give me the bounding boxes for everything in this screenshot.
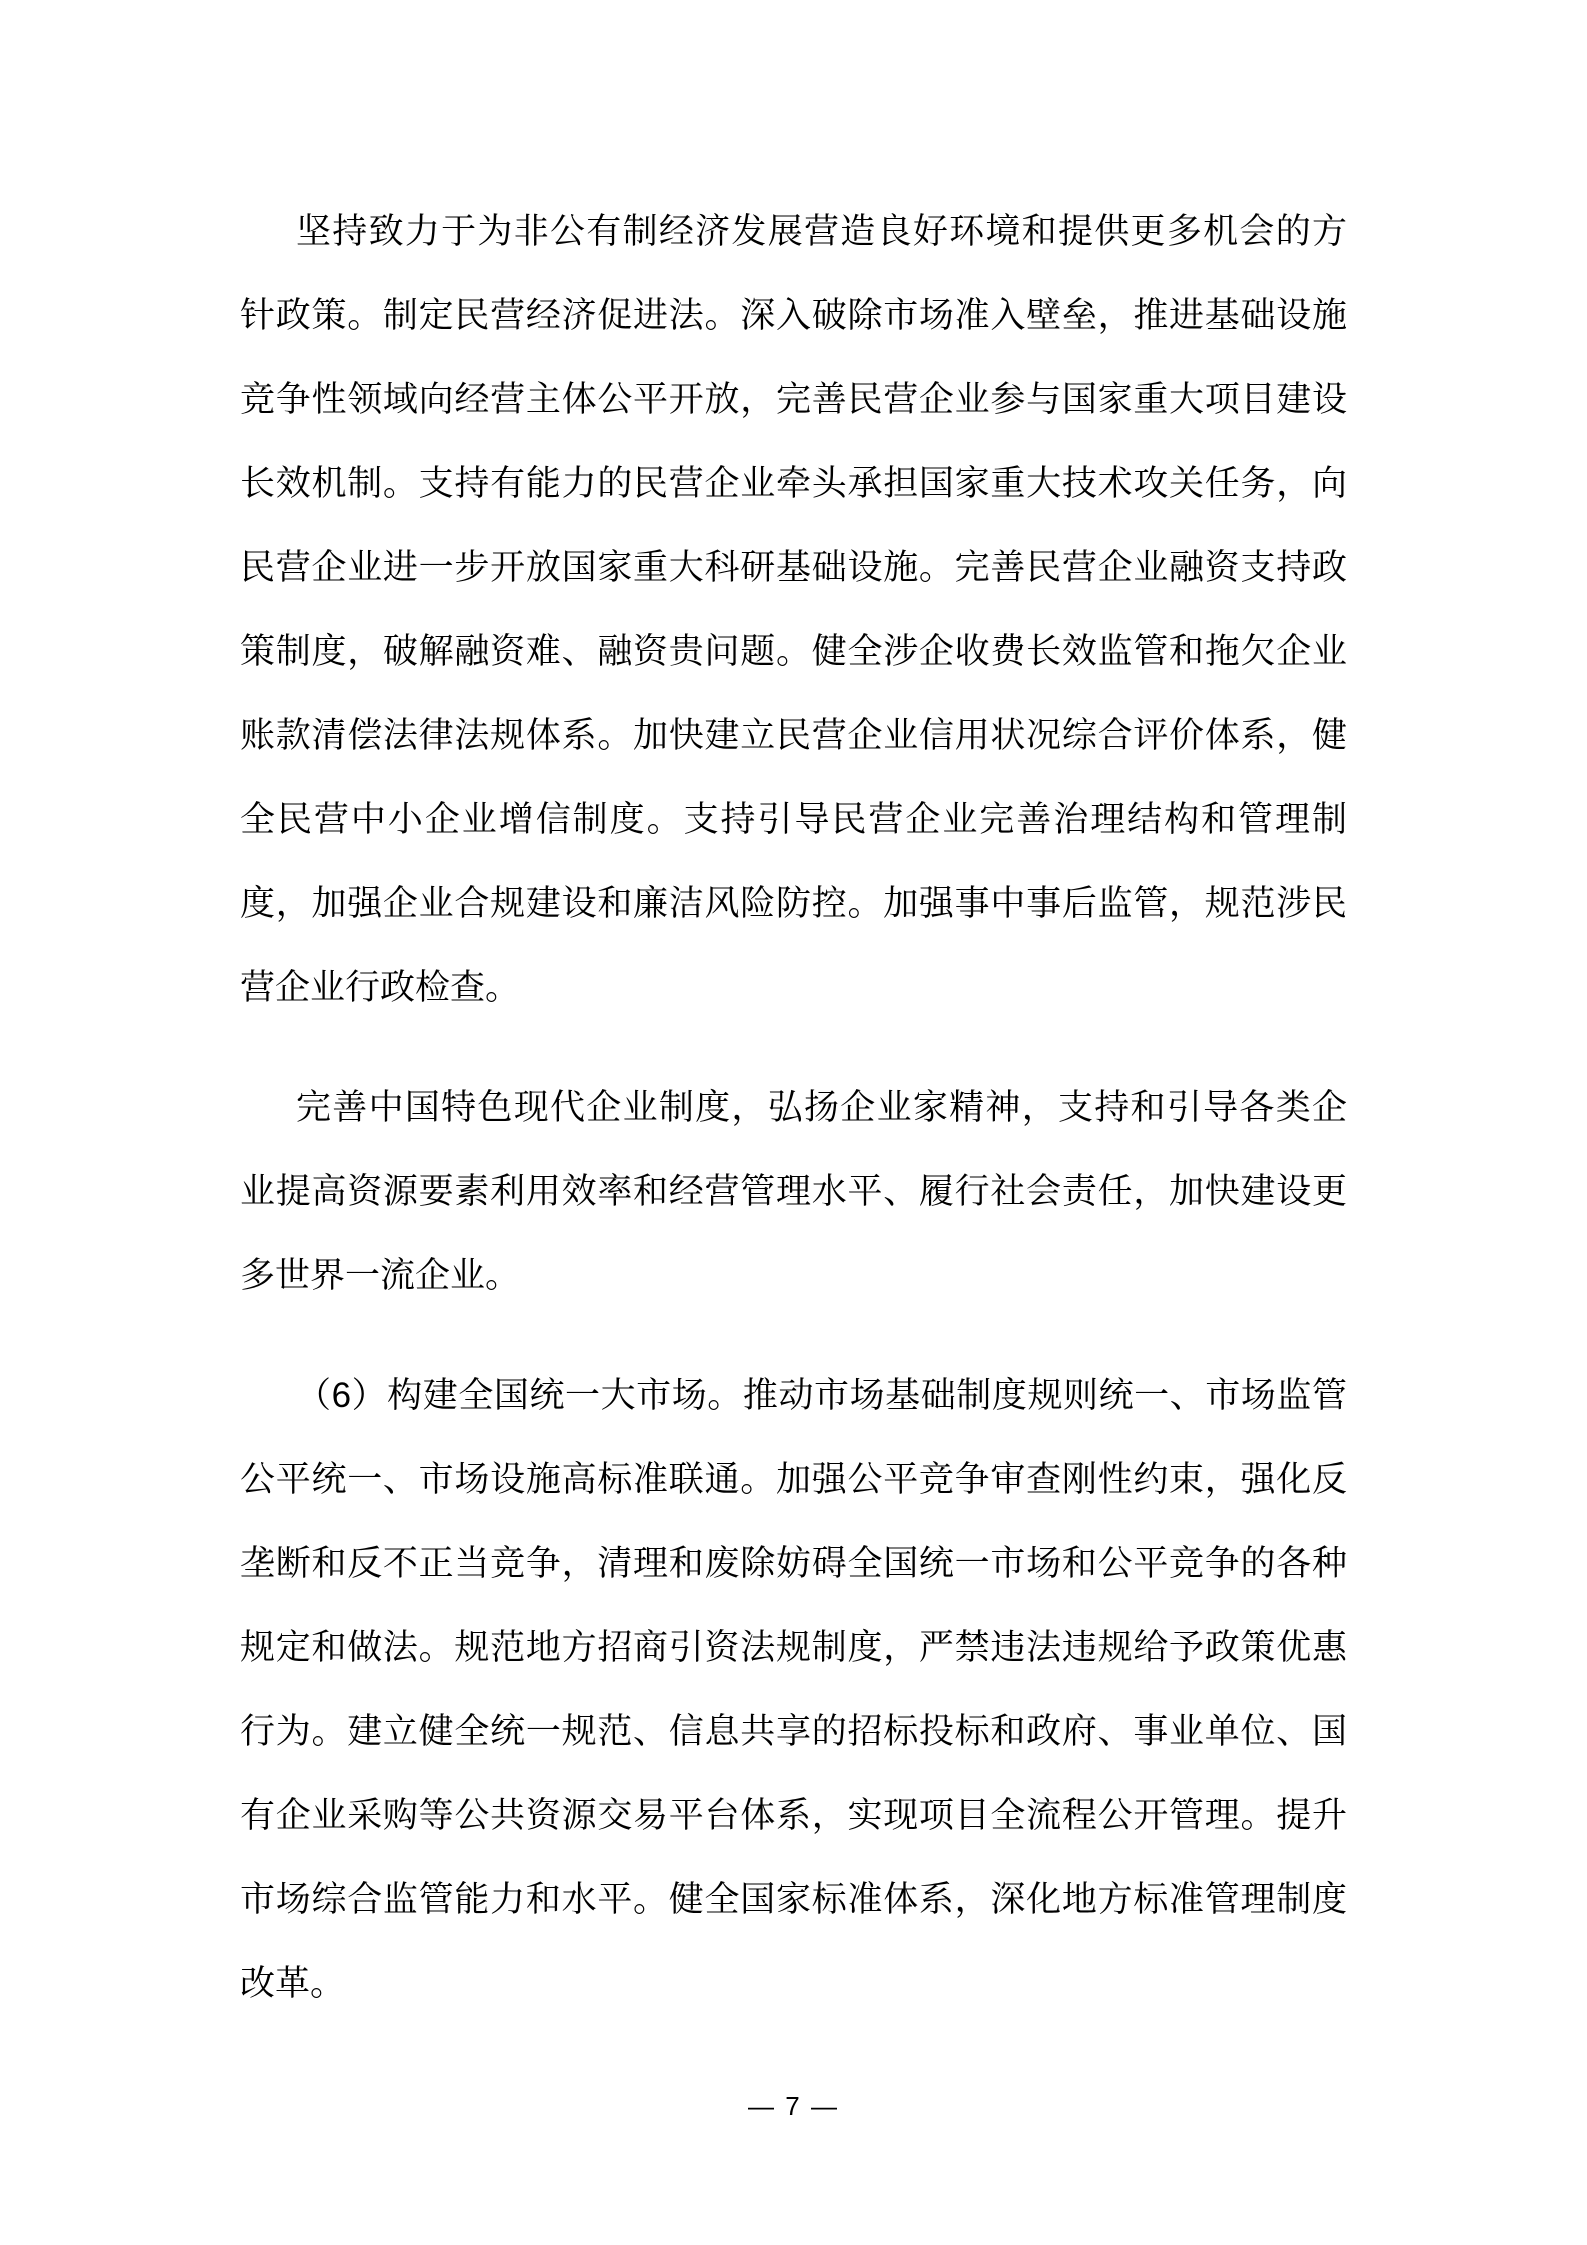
paragraph (240, 1066, 1347, 1318)
text-line: 民营企业进一步开放国家重大科研基础设施。完善民营企业融资支持政 (240, 548, 1347, 587)
text-line: 竞争性领域向经营主体公平开放，完善民营企业参与国家重大项目建设 (240, 380, 1347, 419)
text-line: 多世界一流企业。 (240, 1256, 521, 1295)
text-line: 规定和做法。规范地方招商引资法规制度，严禁违法违规给予政策优惠 (240, 1628, 1347, 1667)
text-line: 公平统一、市场设施高标准联通。加强公平竞争审查刚性约束，强化反 (240, 1460, 1347, 1499)
text-line: 全民营中小企业增信制度。支持引导民营企业完善治理结构和管理制 (240, 800, 1347, 839)
text-line: 策制度，破解融资难、融资贵问题。健全涉企收费长效监管和拖欠企业 (240, 632, 1347, 671)
text-line: 度，加强企业合规建设和廉洁风险防控。加强事中事后监管，规范涉民 (240, 884, 1347, 923)
text-line: 有企业采购等公共资源交易平台体系，实现项目全流程公开管理。提升 (240, 1796, 1347, 1835)
text-line: 改革。 (240, 1964, 346, 2003)
paragraph (240, 1354, 1347, 2026)
text-line: 完善中国特色现代企业制度，弘扬企业家精神，支持和引导各类企 (296, 1088, 1347, 1127)
text-line: 账款清偿法律法规体系。加快建立民营企业信用状况综合评价体系，健 (240, 716, 1347, 755)
text-line: （6）构建全国统一大市场。推动市场基础制度规则统一、市场监管 (296, 1376, 1347, 1415)
text-line: 坚持致力于为非公有制经济发展营造良好环境和提供更多机会的方 (296, 212, 1347, 251)
text-line: 行为。建立健全统一规范、信息共享的招标投标和政府、事业单位、国 (240, 1712, 1347, 1751)
text-line: 营企业行政检查。 (240, 968, 521, 1007)
text-line: 针政策。制定民营经济促进法。深入破除市场准入壁垒，推进基础设施 (240, 296, 1347, 335)
text-line: 业提高资源要素利用效率和经营管理水平、履行社会责任，加快建设更 (240, 1172, 1347, 1211)
page-footer (0, 2086, 1587, 2126)
text-line: 垄断和反不正当竞争，清理和废除妨碍全国统一市场和公平竞争的各种 (240, 1544, 1347, 1583)
text-line: 市场综合监管能力和水平。健全国家标准体系，深化地方标准管理制度 (240, 1880, 1347, 1919)
paragraph (240, 190, 1347, 1030)
text-line: 长效机制。支持有能力的民营企业牵头承担国家重大技术攻关任务，向 (240, 464, 1347, 503)
document-body (240, 190, 1347, 2026)
page-number: — 7 — (748, 2091, 839, 2121)
